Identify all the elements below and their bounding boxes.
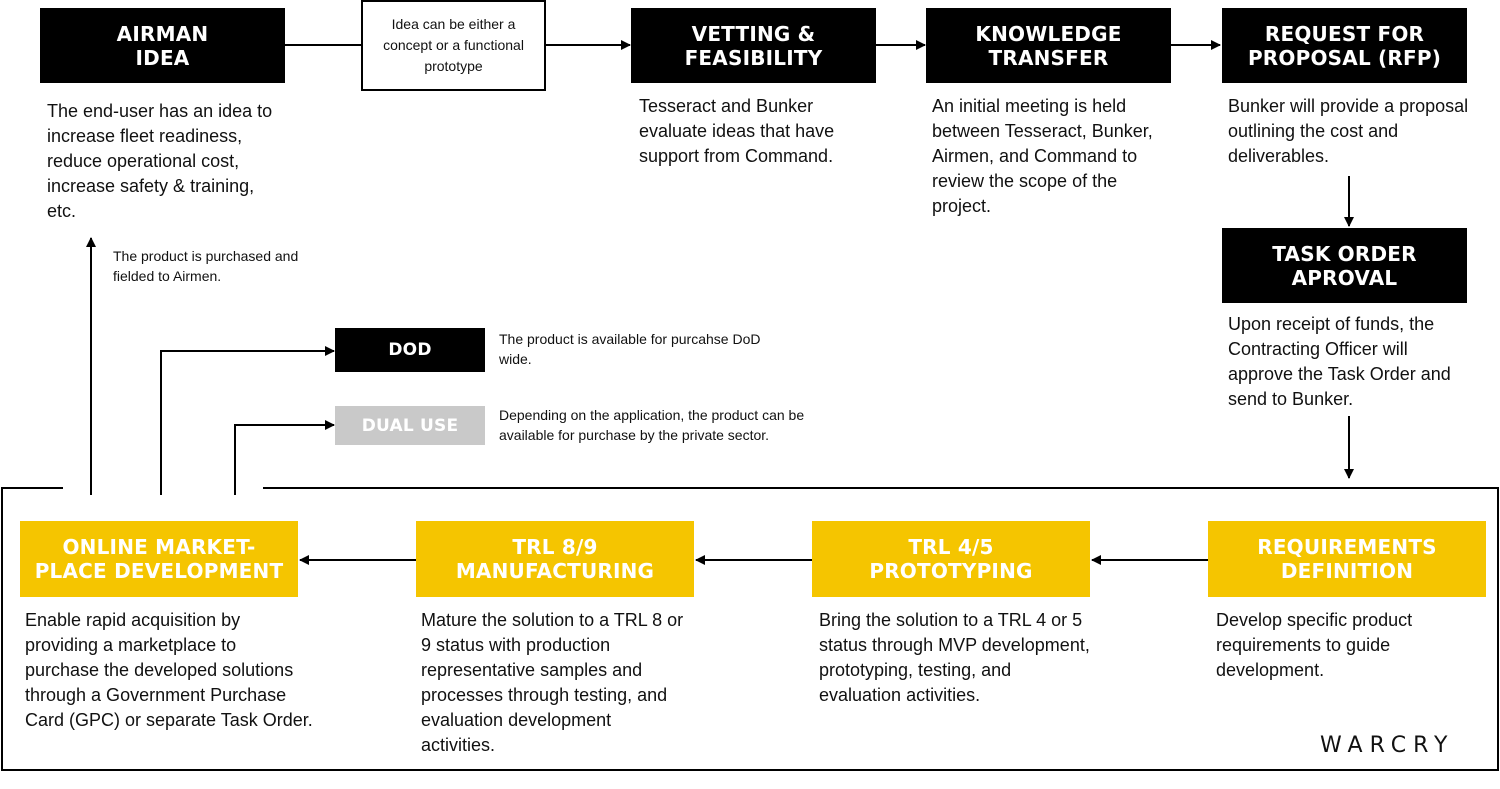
task-order-box: TASK ORDER APROVAL <box>1222 228 1467 303</box>
trl89-desc: Mature the solution to a TRL 8 or 9 status with production representative samples and processes through testing, and evaluation development activities. <box>421 610 684 755</box>
airman-idea-box: AIRMAN IDEA <box>40 8 285 83</box>
dual-use-box: DUAL USE <box>335 406 485 445</box>
arrow-to-dual-use <box>235 425 334 495</box>
arrow-to-dod <box>161 351 334 495</box>
requirements-box: REQUIREMENTS DEFINITION <box>1208 521 1486 597</box>
airman-idea-desc: The end-user has an idea to increase fleet readiness, reduce operational cost, increase safety & training, etc. <box>47 101 273 221</box>
trl45-box: TRL 4/5 PROTOTYPING <box>812 521 1090 597</box>
knowledge-transfer-desc: An initial meeting is held between Tesseract, Bunker, Airmen, and Command to review the scope of the project. <box>932 96 1153 216</box>
idea-note-box: Idea can be either a concept or a functional prototype <box>361 0 546 91</box>
task-order-desc: Upon receipt of funds, the Contracting Officer will approve the Task Order and send to Bunker. <box>1228 314 1451 409</box>
rfp-box: REQUEST FOR PROPOSAL (RFP) <box>1222 8 1467 83</box>
purchase-note: The product is purchased and fielded to Airmen. <box>113 248 299 284</box>
knowledge-transfer-box: KNOWLEDGE TRANSFER <box>926 8 1171 83</box>
rfp-desc: Bunker will provide a proposal outlining the cost and deliverables. <box>1228 96 1469 166</box>
requirements-desc: Develop specific product requirements to guide development. <box>1216 610 1413 680</box>
vetting-feasibility-desc: Tesseract and Bunker evaluate ideas that have support from Command. <box>639 96 835 166</box>
dod-box: DOD <box>335 328 485 372</box>
dod-desc: The product is available for purcahse DoD wide. <box>499 331 761 367</box>
vetting-feasibility-box: VETTING & FEASIBILITY <box>631 8 876 83</box>
trl45-desc: Bring the solution to a TRL 4 or 5 status through MVP development, prototyping, testing, and evaluation activities. <box>819 610 1090 705</box>
warcry-logo: WARCRY <box>1320 733 1455 758</box>
trl89-box: TRL 8/9 MANUFACTURING <box>416 521 694 597</box>
dual-use-desc: Depending on the application, the product can be available for purchase by the private sector. <box>499 407 805 443</box>
marketplace-desc: Enable rapid acquisition by providing a marketplace to purchase the developed solutions through a Government Purchase Card (GPC) or separate Task Order. <box>25 610 313 730</box>
marketplace-box: ONLINE MARKET- PLACE DEVELOPMENT <box>20 521 298 597</box>
